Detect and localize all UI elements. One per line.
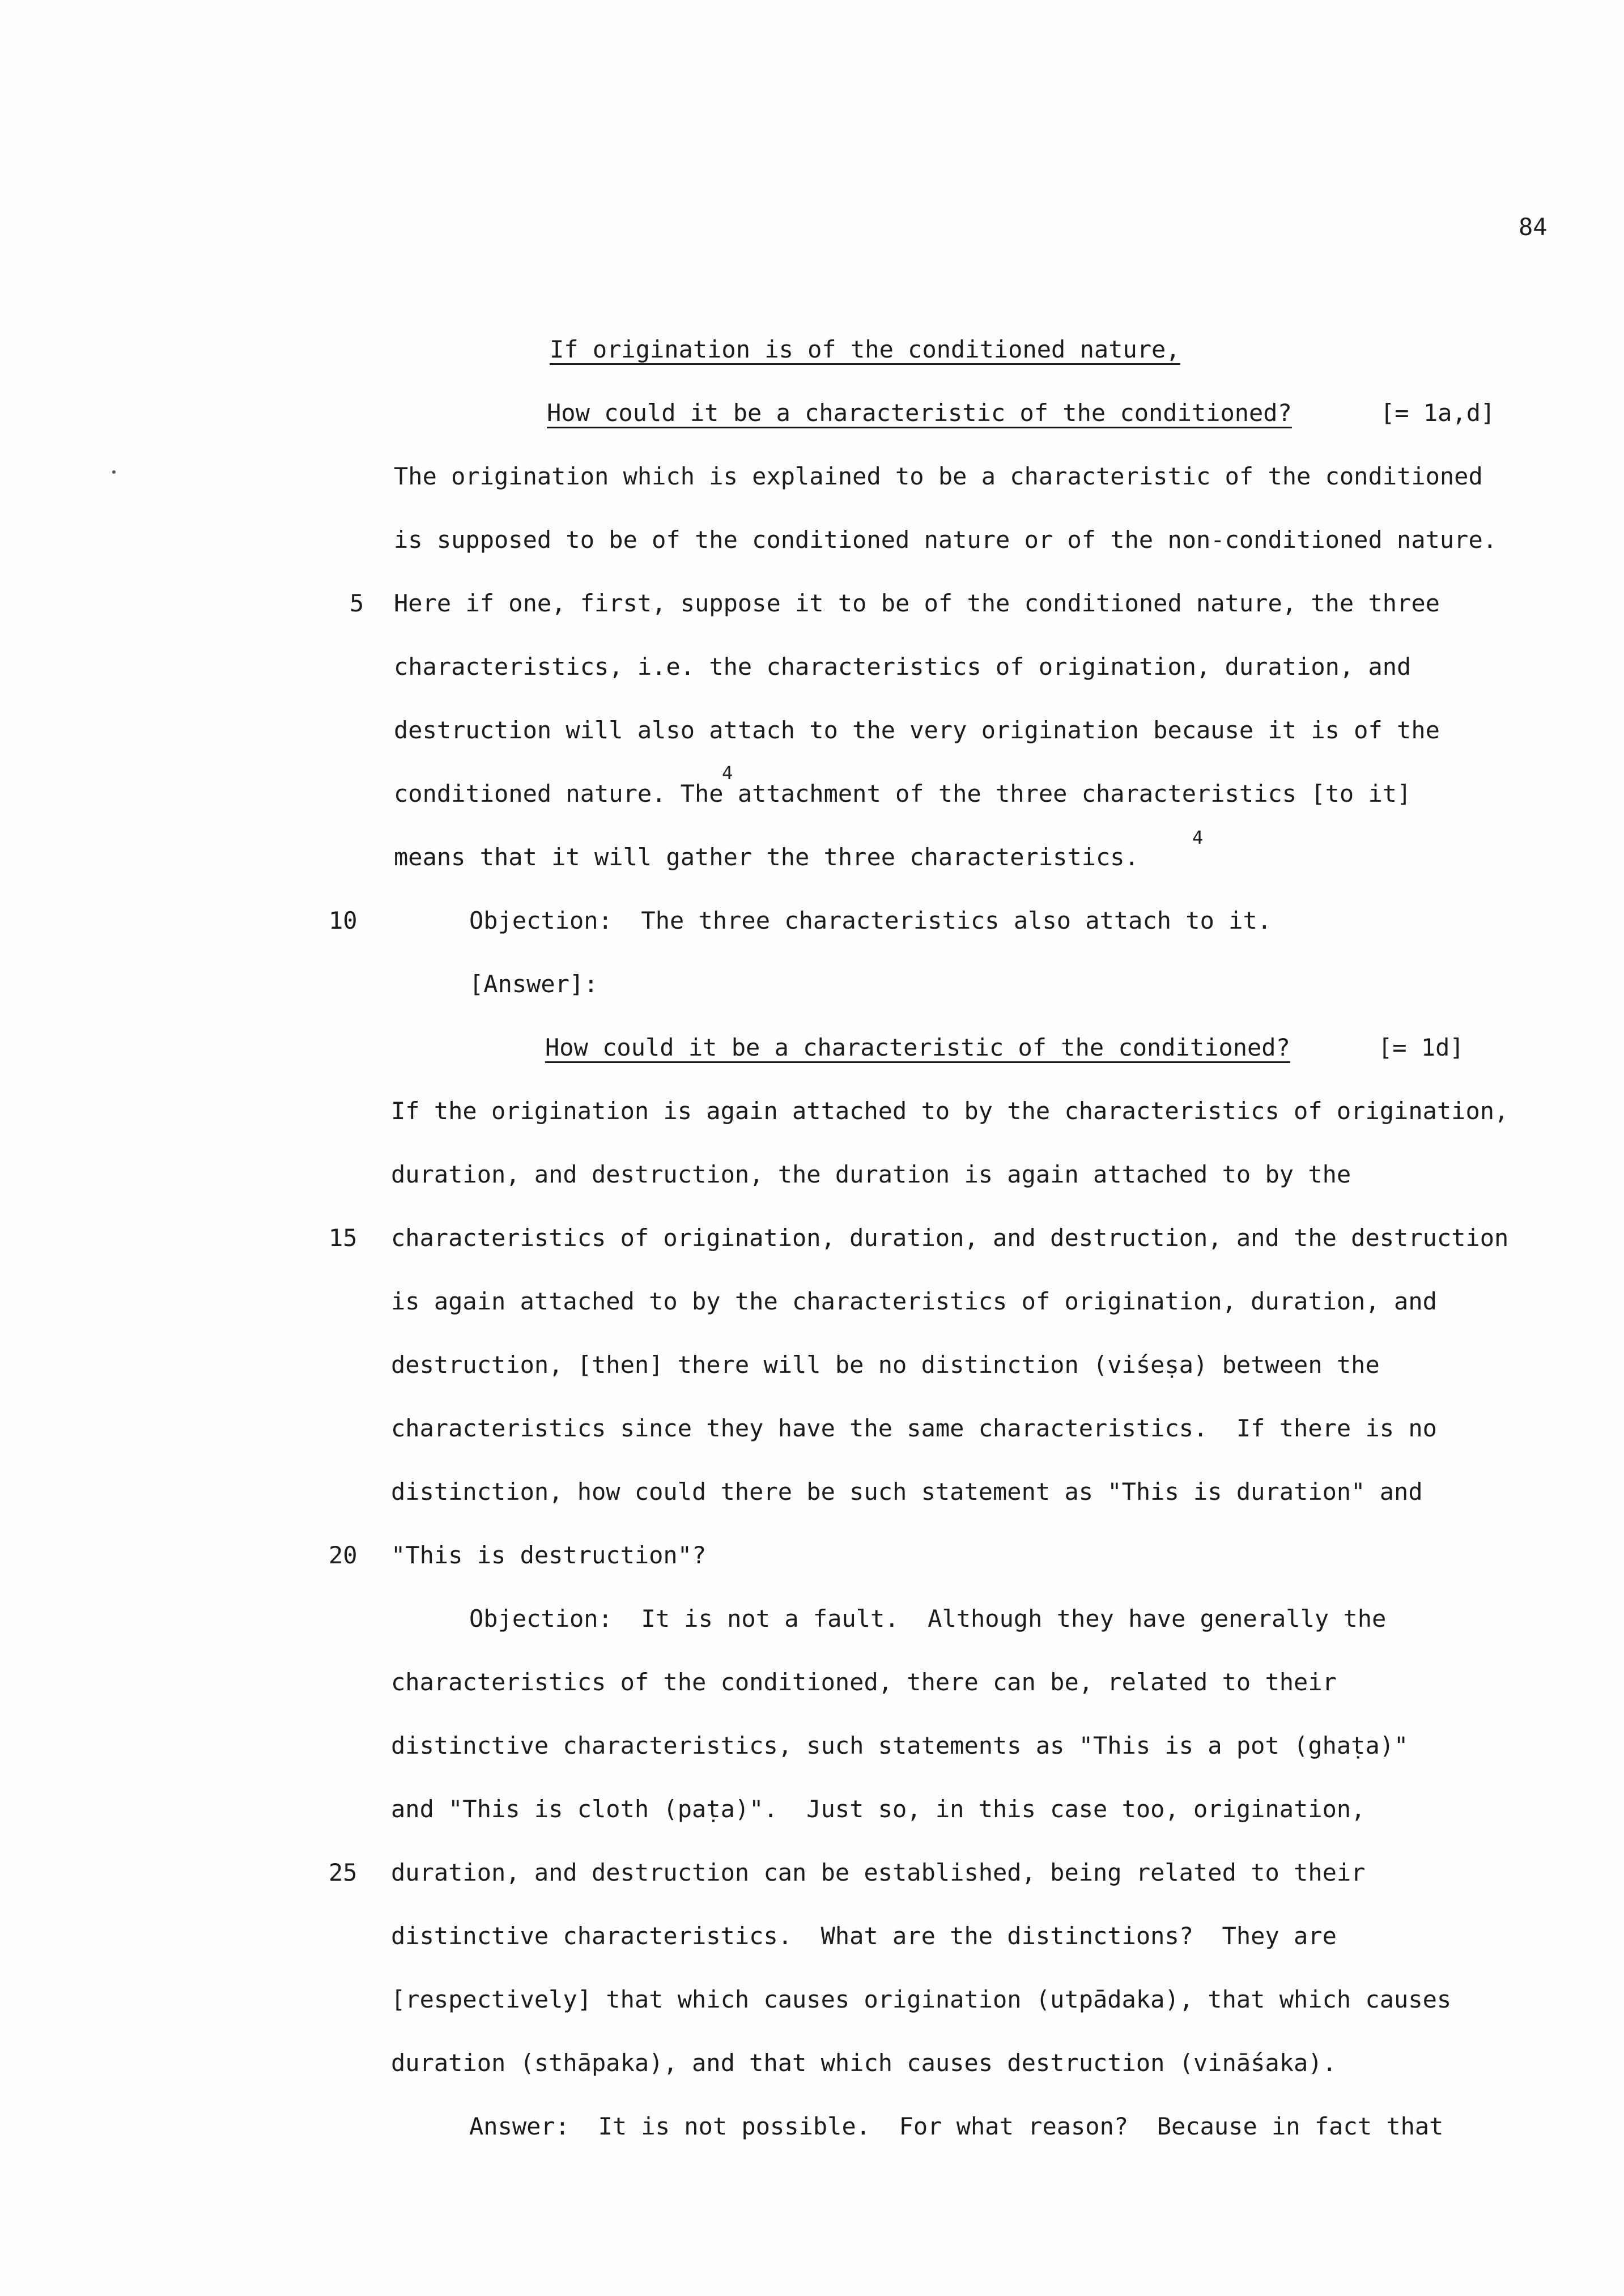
paragraph-2-line-1: If the origination is again attached to by the characteristics of origination, [391, 1097, 1509, 1125]
line-number-15: 15 [329, 1224, 358, 1252]
scan-speck [112, 470, 116, 474]
footnote-mark-close: 4 [1192, 827, 1204, 848]
paragraph-2-line-4: is again attached to by the characteristics of origination, duration, and [391, 1287, 1437, 1315]
paragraph-3-line-4: and "This is cloth (paṭa)". Just so, in this case too, origination, [391, 1795, 1366, 1823]
paragraph-3-line-5: duration, and destruction can be established, being related to their [391, 1859, 1366, 1886]
paragraph-2-line-2: duration, and destruction, the duration is again attached to by the [391, 1160, 1351, 1188]
line-number-5: 5 [350, 589, 364, 617]
paragraph-2-line-5: destruction, [then] there will be no distinction (viśeṣa) between the [391, 1351, 1380, 1379]
objection-1: Objection: The three characteristics also attach to it. [469, 907, 1272, 934]
answer-label: [Answer]: [469, 970, 598, 998]
line-number-10: 10 [329, 907, 358, 934]
line-number-20: 20 [329, 1541, 358, 1569]
paragraph-4-line-1: Answer: It is not possible. For what reason? Because in fact that [469, 2112, 1444, 2140]
paragraph-3-line-1: Objection: It is not a fault. Although they have generally the [469, 1605, 1387, 1632]
paragraph-2-line-6: characteristics since they have the same characteristics. If there is no [391, 1414, 1437, 1442]
paragraph-1-line-3: Here if one, first, suppose it to be of the conditioned nature, the three [394, 589, 1440, 617]
footnote-mark-open: 4 [722, 762, 733, 784]
paragraph-1-line-7: means that it will gather the three characteristics. [394, 843, 1139, 871]
page-number: 84 [1519, 213, 1548, 241]
verse-1-reference: [= 1a,d] [1380, 399, 1495, 427]
paragraph-1-line-6: conditioned nature. The attachment of the three characteristics [to it] [394, 780, 1412, 807]
paragraph-3-line-3: distinctive characteristics, such statements as "This is a pot (ghaṭa)" [391, 1732, 1409, 1759]
paragraph-3-line-7: [respectively] that which causes origination (utpādaka), that which causes [391, 1985, 1452, 2013]
verse-2-line: How could it be a characteristic of the conditioned? [545, 1034, 1290, 1061]
paragraph-1-line-4: characteristics, i.e. the characteristics of origination, duration, and [394, 653, 1412, 681]
paragraph-3-line-6: distinctive characteristics. What are the distinctions? They are [391, 1922, 1337, 1950]
paragraph-3-line-8: duration (sthāpaka), and that which causes destruction (vināśaka). [391, 2049, 1337, 2077]
paragraph-2-line-3: characteristics of origination, duration, and destruction, and the destruction [391, 1224, 1509, 1252]
paragraph-2-line-8: "This is destruction"? [391, 1541, 707, 1569]
verse-line-2: How could it be a characteristic of the conditioned? [547, 399, 1292, 427]
paragraph-2-line-7: distinction, how could there be such statement as "This is duration" and [391, 1478, 1423, 1506]
paragraph-1-line-1: The origination which is explained to be a characteristic of the conditioned [394, 462, 1483, 490]
paragraph-1-line-2: is supposed to be of the conditioned nature or of the non-conditioned nature. [394, 526, 1498, 554]
paragraph-3-line-2: characteristics of the conditioned, there can be, related to their [391, 1668, 1337, 1696]
verse-line-1: If origination is of the conditioned nature, [550, 335, 1180, 363]
line-number-25: 25 [329, 1859, 358, 1886]
verse-2-reference: [= 1d] [1378, 1034, 1464, 1061]
paragraph-1-line-5: destruction will also attach to the very origination because it is of the [394, 716, 1440, 744]
